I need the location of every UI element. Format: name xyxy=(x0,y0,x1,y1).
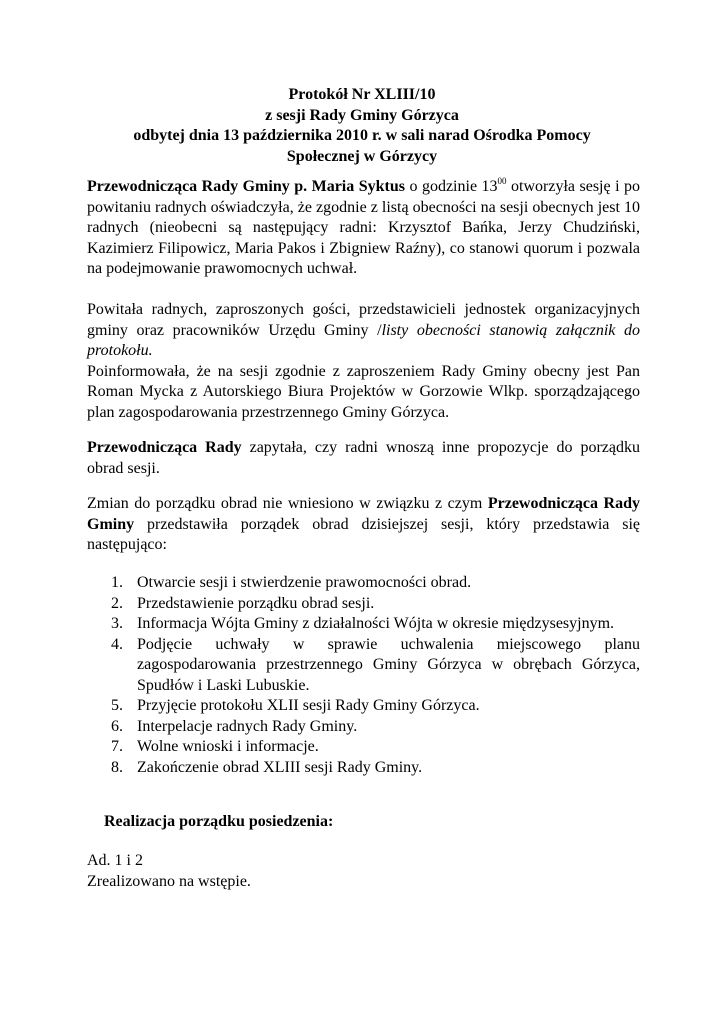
agenda-text: Informacja Wójta Gminy z działalności Wójta w okresie międzysesyjnym. xyxy=(137,615,615,632)
agenda-intro-text: Zmian do porządku obrad nie wniesiono w związku z czym xyxy=(87,495,488,512)
agenda-number: 3. xyxy=(111,615,123,632)
agenda-item xyxy=(111,635,640,697)
agenda-text: Interpelacje radnych Rady Gminy. xyxy=(137,717,358,735)
opening-time-text: o godzinie 13 xyxy=(404,178,498,195)
session-place-cont: Społecznej w Górzycy xyxy=(286,147,438,165)
agenda-intro-text-2: przedstawiła porządek obrad dzisiejszej sesji, który przedstawia się następująco: xyxy=(87,515,640,553)
section-heading: Realizacja porządku posiedzenia: xyxy=(104,813,334,830)
agenda-text: Zakończenie obrad XLIII sesji Rady Gminy. xyxy=(137,758,423,776)
agenda-number: 2. xyxy=(111,594,123,612)
agenda-text: Podjęcie uchwały w sprawie uchwalenia miejscowego planu zagospodarowania przestrzennego Gminy Górzyca w obrębach Górzyca, Spudłów i Laski Lubuskie. xyxy=(137,635,640,694)
paragraph-opening xyxy=(87,177,640,280)
agenda-text: Otwarcie sesji i stwierdzenie prawomocności obrad. xyxy=(137,574,472,591)
time-superscript: 00 xyxy=(497,176,507,186)
agenda-number: 8. xyxy=(111,758,123,776)
agenda-number: 4. xyxy=(111,635,123,653)
agenda-item xyxy=(111,737,640,758)
paragraph-ad xyxy=(87,851,640,892)
agenda-text: Przedstawienie porządku obrad sesji. xyxy=(137,594,375,612)
agenda-number: 6. xyxy=(111,717,123,735)
chair-name: Przewodnicząca Rady Gminy p. Maria Syktus xyxy=(87,178,405,195)
agenda-list xyxy=(111,573,640,778)
guest-info-text: Poinformowała, że na sesji zgodnie z zaproszeniem Rady Gminy obecny jest Pan Roman Mycka z Autorskiego Biura Projektów w Gorzowie Wlkp. sporządzającego plan zagospodarowania przestrzennego Gminy Górzyca. xyxy=(87,362,640,421)
agenda-item xyxy=(111,717,640,738)
document-header xyxy=(0,85,724,167)
agenda-text: Przyjęcie protokołu XLII sesji Rady Gminy Górzyca. xyxy=(137,697,480,714)
protocol-title: Protokół Nr XLIII/10 xyxy=(288,86,436,103)
welcome-text: Powitała radnych, zaproszonych gości, przedstawicieli jednostek organizacyjnych gminy oraz pracowników Urzędu Gminy / xyxy=(87,301,640,339)
agenda-item xyxy=(111,696,640,717)
agenda-number: 7. xyxy=(111,738,123,755)
agenda-text: Wolne wnioski i informacje. xyxy=(137,738,319,755)
agenda-item xyxy=(111,758,640,779)
chair-label: Przewodnicząca Rady xyxy=(87,439,242,456)
session-subtitle: z sesji Rady Gminy Górzyca xyxy=(265,106,459,124)
proposals-text: zapytała, czy radni wnoszą inne propozycje do porządku obrad sesji. xyxy=(87,439,641,477)
agenda-number: 5. xyxy=(111,697,123,714)
ad-label: Ad. 1 i 2 xyxy=(87,852,143,869)
session-date-place: odbytej dnia 13 października 2010 r. w sali narad Ośrodka Pomocy xyxy=(133,127,591,144)
paragraph-agenda-intro xyxy=(87,494,640,556)
agenda-number: 1. xyxy=(111,574,123,591)
agenda-item xyxy=(111,594,640,615)
paragraph-proposals xyxy=(87,438,640,479)
ad-text: Zrealizowano na wstępie. xyxy=(87,872,251,890)
opening-text: otworzyła sesję i po powitaniu radnych oświadczyła, że zgodnie z listą obecności na sesji obecnych jest 10 radnych (nieobecni są następujący radni: Krzysztof Bańka, Jerzy Chudziński, Kazimierz Filipowicz, Maria Pakos i Zbigniew Raźny), co stanowi quorum i pozwala na podejmowanie prawomocnych uchwał. xyxy=(87,178,641,277)
agenda-item xyxy=(111,573,640,594)
agenda-item xyxy=(111,614,640,635)
paragraph-welcome xyxy=(87,300,640,423)
chair-label-2: Przewodnicząca Rady Gminy xyxy=(87,495,640,533)
attendance-note: listy obecności stanowią załącznik do protokołu. xyxy=(87,321,640,359)
